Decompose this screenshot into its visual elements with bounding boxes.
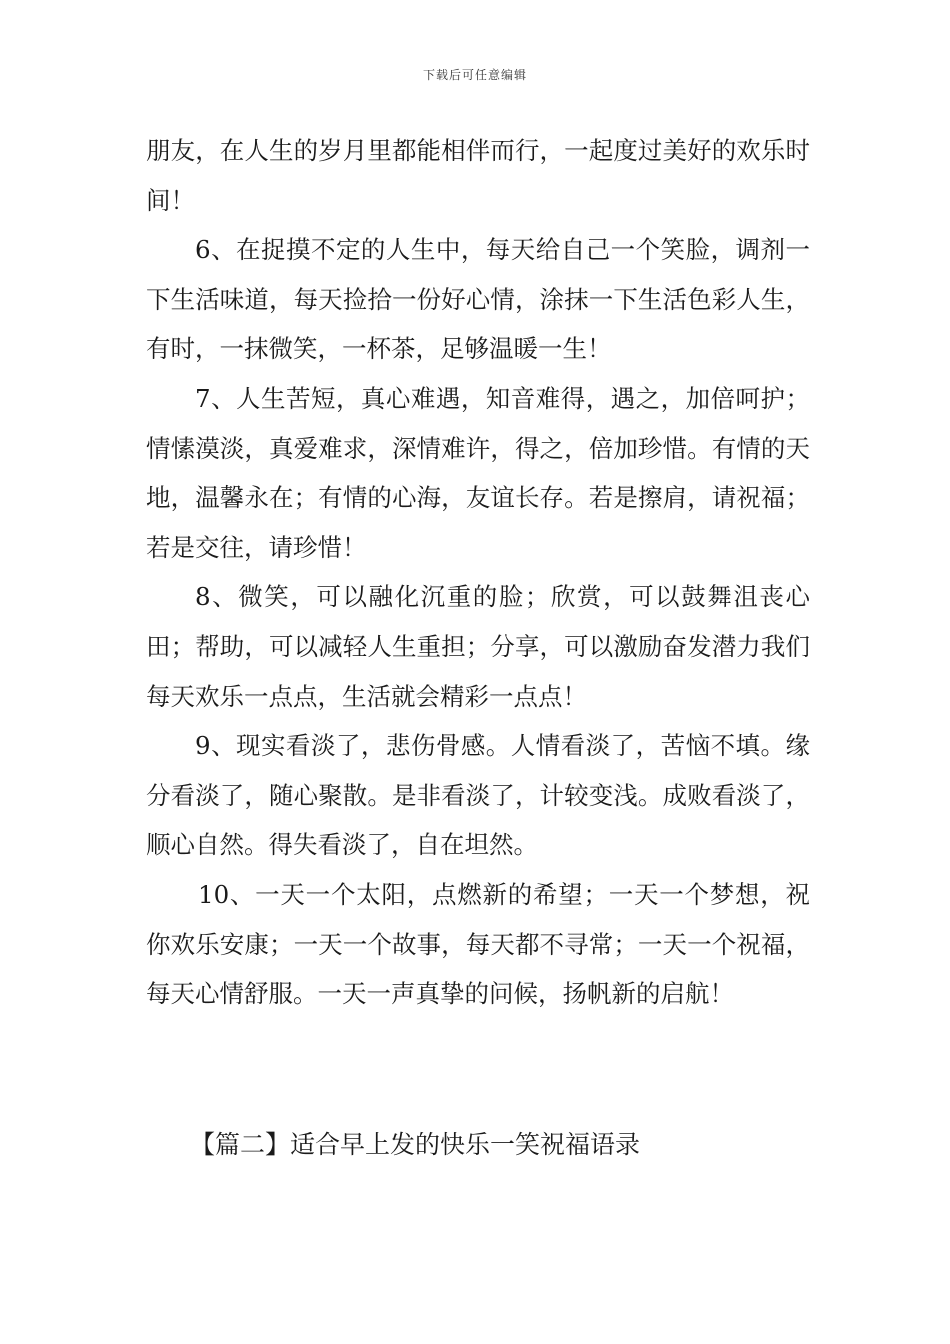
body-text xyxy=(146,126,810,1019)
paragraph-item-8: 8、微笑，可以融化沉重的脸；欣赏，可以鼓舞沮丧心田；帮助，可以减轻人生重担；分享，可以激励奋发潜力我们每天欢乐一点点，生活就会精彩一点点！ xyxy=(146,582,810,711)
paragraph-item-9: 9、现实看淡了，悲伤骨感。人情看淡了，苦恼不填。缘分看淡了，随心聚散。是非看淡了，计较变浅。成败看淡了，顺心自然。得失看淡了，自在坦然。 xyxy=(146,731,810,860)
paragraph-item-10: 10、一天一个太阳，点燃新的希望；一天一个梦想，祝你欢乐安康；一天一个故事，每天都不寻常；一天一个祝福，每天心情舒服。一天一声真挚的问候，扬帆新的启航！ xyxy=(146,879,810,1009)
paragraph-item-7: 7、人生苦短，真心难遇，知音难得，遇之，加倍呵护；情愫漠淡，真爱难求，深情难许，得之，倍加珍惜。有情的天地，温馨永在；有情的心海，友谊长存。若是擦肩，请祝福；若是交往，请珍惜！ xyxy=(146,383,810,562)
header-note: 下载后可任意编辑 xyxy=(422,68,527,82)
section-title: 【篇二】适合早上发的快乐一笑祝福语录 xyxy=(190,1130,641,1159)
paragraph-item-6: 6、在捉摸不定的人生中，每天给自己一个笑脸，调剂一下生活味道，每天捡拾一份好心情，涂抹一下生活色彩人生，有时，一抹微笑，一杯茶，足够温暖一生！ xyxy=(146,235,810,364)
paragraph-continuation: 朋友，在人生的岁月里都能相伴而行，一起度过美好的欢乐时间！ xyxy=(146,136,810,215)
